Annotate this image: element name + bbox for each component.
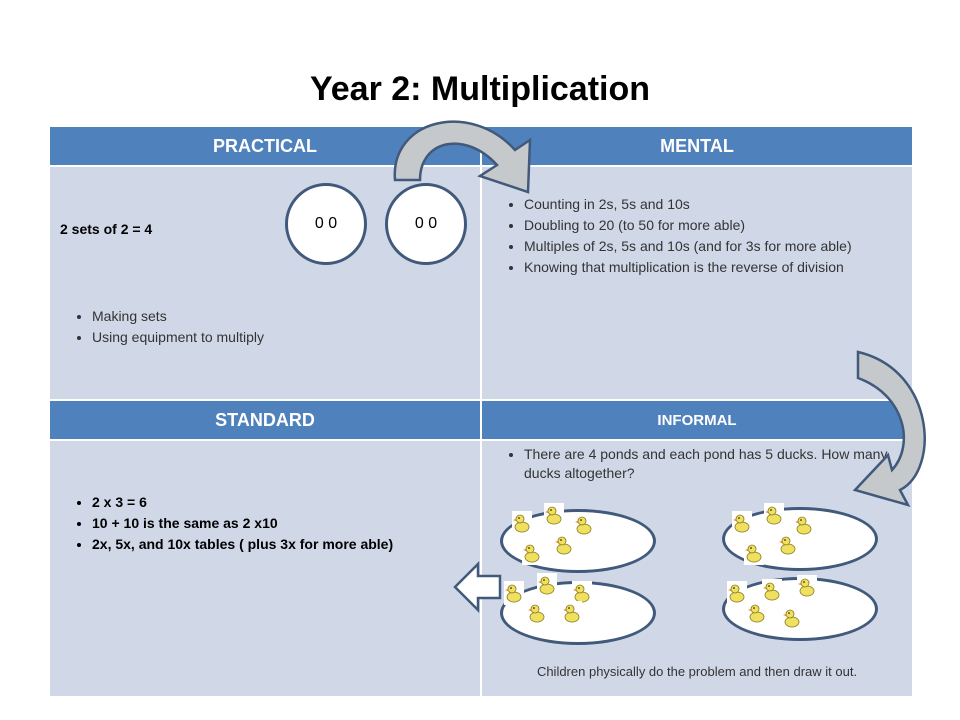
list-item: • Making sets [92, 307, 264, 326]
list-item: • Multiples of 2s, 5s and 10s (and for 3s for more able) [524, 237, 898, 256]
practical-example: 2 sets of 2 = 4 [60, 221, 153, 237]
list-item: • Doubling to 20 (to 50 for more able) [524, 216, 898, 235]
header-informal: INFORMAL [481, 400, 913, 440]
left-arrow-icon [455, 564, 500, 610]
circle-left: 0 0 [285, 183, 367, 265]
list-item: • Knowing that multiplication is the reverse of division [524, 258, 898, 277]
curved-arrow-icon [855, 352, 925, 505]
header-standard: STANDARD [49, 400, 481, 440]
list-item: • 2x, 5x, and 10x tables ( plus 3x for more able) [92, 535, 470, 554]
header-practical: PRACTICAL [49, 126, 481, 166]
header-mental: MENTAL [481, 126, 913, 166]
circle-right: 0 0 [385, 183, 467, 265]
list-item: • 10 + 10 is the same as 2 x10 [92, 514, 470, 533]
list-item: • There are 4 ponds and each pond has 5 ducks. How many ducks altogether? [524, 445, 892, 483]
curved-arrow-icon [395, 122, 530, 192]
page-title: Year 2: Multiplication [309, 70, 651, 108]
list-item: • 2 x 3 = 6 [92, 493, 470, 512]
list-item: • Using equipment to multiply [92, 328, 264, 347]
list-item: • Counting in 2s, 5s and 10s [524, 195, 898, 214]
informal-caption: Children physically do the problem and then draw it out. [536, 664, 858, 679]
